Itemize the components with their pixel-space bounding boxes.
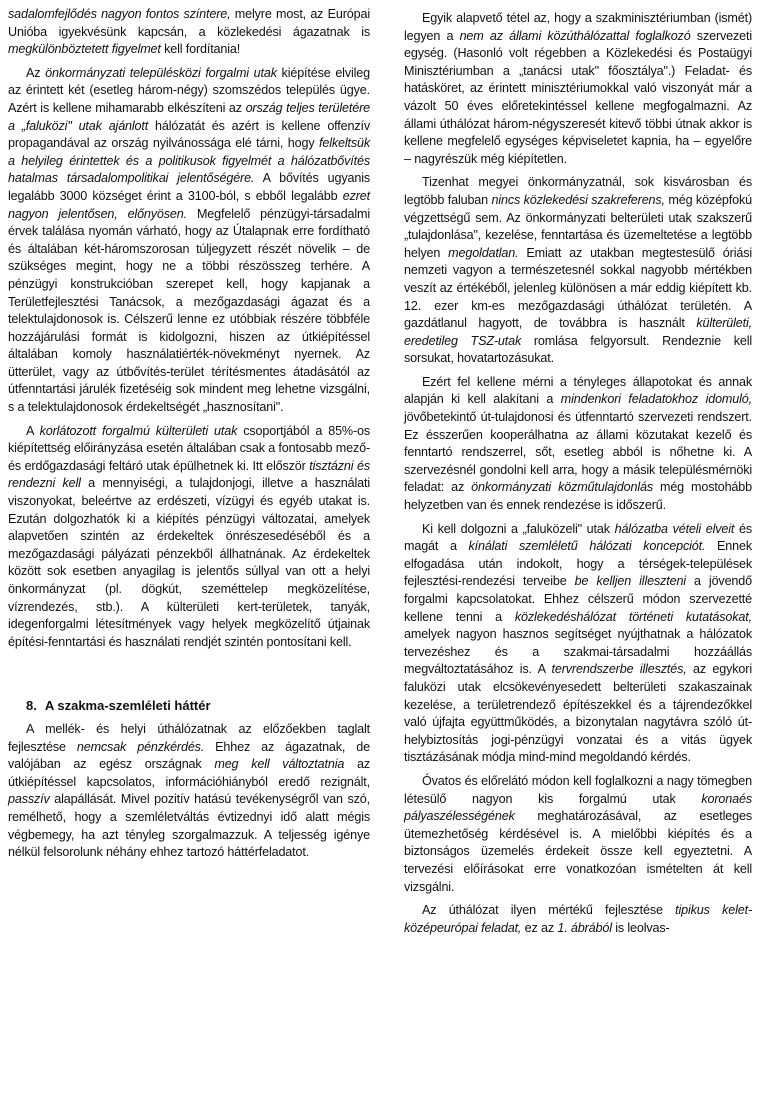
- text-run: A: [26, 423, 40, 438]
- paragraph: [404, 521, 752, 767]
- emphasis-text: ország teljes területére a „faluközi" utak ajánlott: [8, 100, 370, 133]
- section-title: A szakma-szemléleti háttér: [44, 698, 211, 714]
- text-run: a mennyiségi, a tulajdonjogi, illetve a használati viszonyokat, beleértve az erdészeti, vízügyi és egyéb utakat is. Ezután dolgozhatók ki a kiépítés pénzügyi változatai, amelyek alapvetően szintén az érdekeltek önrészesedéséből és a mezőgazdasági pályázati pénzekből állhatnának. Az érdekeltek között sok esetben anyagilag is jelentős súllyal van ott a helyi önkormányzat (pl. dögkút, szeméttelep megközelítése, vízrendezés, stb.). A külterületi kert-területek, tanyák, idegenforgalmi létesítmények vagy helyek megközelítő útjainak építési-fenntartási és használati rendjét szintén pontosítani kell.: [8, 476, 370, 649]
- emphasis-text: önkormányzati közműtulajdonlás: [471, 480, 653, 495]
- text-run: Megfelelő pénzügyi-társadalmi érvek találása nyomán várható, hogy az Útalapnak erre fordítható és általában két-háromszorosan túljegyzett részét növelik – de szükséges megint, hogy ne a többi részösszeg terhére. A pénzügyi konstrukcióban szerepet kell, hogy kapjanak a Területfejlesztési Tanácsok, a mezőgazdasági ágazat és a telektulajdonosok is. Célszerű lenne ez utóbbiak részére többféle hozzájárulási formát is kidolgozni, hiszen az útkiépítéssel általában komoly használatiérték-növekményt nyernek. Az ütterület, vagy az útbővítés-terület térítésmentes átadásától az útfenntartási járulék fizetéséig sok mindent meg lehetne vizsgálni, s a telektulajdonosok érdekeltségét „hasznosítani".: [8, 206, 370, 415]
- emphasis-text: külterületi, eredetileg TSZ-utak: [404, 316, 752, 348]
- emphasis-text: hálózatba vételi elveit: [614, 521, 735, 536]
- text-run: Tizenhat megyei önkormányzatnál, sok kisvárosban és legtöbb faluban: [404, 175, 752, 207]
- paragraph: [404, 902, 752, 937]
- text-run: A mellék- és helyi úthálózatnak az előzőekben taglalt fejlesztése: [8, 721, 370, 754]
- section-heading: [8, 697, 370, 715]
- text-run: az útkiépítéssel kapcsolatos, információhiányból eredő rezignált,: [8, 757, 370, 789]
- text-run: csoportjából a 85%-os kiépítettség előirányzása esetén általában csak a fontosabb mező- és erdőgazdasági feltáró utak épülhetnek ki. Itt először: [8, 423, 371, 473]
- text-run: még mostohább helyzetben van és ennek rendezése is időszerű.: [404, 480, 752, 513]
- text-run: Egyik alapvető tétel az, hogy a szakminisztériumban (ismét) legyen a: [404, 11, 752, 43]
- text-run: a jövendő forgalmi kapcsolatokat. Ehhez célszerű módon szervezetté kellene tenni a: [404, 574, 752, 624]
- paragraph: [404, 773, 752, 896]
- text-run: amelyek nagyon hasznos segítséget nyújthatnak a hálózatok tervezéshez és a szakmai-társadalmi hozzáállás megváltoztatásához is. A: [404, 627, 752, 677]
- text-run: és magát a: [404, 521, 752, 554]
- text-run: melyre most, az Európai Unióba igyekvésünk kapcsán, a közlekedési ágazatnak is: [8, 7, 370, 39]
- emphasis-text: tervrendszerbe illesztés,: [551, 662, 687, 677]
- paragraph: [8, 65, 370, 417]
- emphasis-text: kínálati szemléletű hálózati koncepciót.: [468, 539, 706, 554]
- emphasis-text: megoldatlan.: [448, 245, 519, 260]
- emphasis-text: sadalomfejlődés nagyon fontos színtere,: [8, 7, 231, 21]
- text-run: ez az: [521, 920, 558, 935]
- section-gap: [8, 651, 370, 697]
- emphasis-text: nincs közlekedési szakreferens,: [491, 192, 665, 207]
- text-run: meghatározásával, az esetleges ütemezhetőség kérdésével is. A mielőbbi kiépítés és a biztonságos üzemelés érdekeit össze kell egyeztetni. A tervezési előírásokat erre vonatkozóan ismételten át kell vizsgálni.: [404, 809, 752, 894]
- text-run: az egykori faluközi utak elcsökevényesedett belterületi szakaszainak kezelése, a területrendező építészekkel és a tájrendezőkkel való újfajta együttműködés, a bizonytalan nagytávra szóló út-helybiztosítás jogi-pénzügyi vonzatai és a vitás ügyek tisztázásának módja mind-mind megoldandó kérdés.: [404, 662, 752, 765]
- emphasis-text: közlekedéshálózat történeti kutatásokat,: [514, 609, 752, 624]
- emphasis-text: be kelljen illeszteni: [574, 574, 686, 589]
- text-run: Óvatos és előrelátó módon kell foglalkozni a nagy tömegben létesülő nagyon kis forgalmú utak: [404, 773, 752, 806]
- emphasis-text: passzív: [8, 792, 50, 807]
- text-run: Ehhez az ágazatnak, de valójában az egész országnak: [8, 739, 370, 772]
- emphasis-text: nemcsak pénzkérdés.: [76, 739, 205, 754]
- paragraph: [8, 721, 370, 862]
- text-run: kiépítése elvileg az érintett két (esetleg három-négy) szomszédos település ügye. Azért is kellene mihamarabb elkészíteni az: [8, 65, 370, 115]
- emphasis-text: felkeltsük a helyileg érintettek és a politikusok figyelmét a hálózatbővítés hatalmas társadalompolitikai jelentőségére.: [8, 136, 370, 186]
- emphasis-text: megkülönböztetett figyelmet: [8, 42, 161, 57]
- text-run: alapállását. Mivel pozitív hatású tevékenységről van szó, remélhető, hogy a szemléletváltás évtizednyi idő alatt mégis végbemegy, ha azt tényleg szorgalmazzuk. A teljesség igénye nélkül felsorolunk néhány ehhez tartozó háttérfeladatot.: [8, 792, 370, 860]
- emphasis-text: tisztázni és rendezni kell: [8, 458, 370, 491]
- text-run: Ennek elfogadása után indokolt, hogy a térségek-települések fejlesztési-rendezési terveibe: [404, 539, 752, 589]
- left-column: [8, 6, 370, 862]
- paragraph: [8, 6, 370, 59]
- text-run: Az úthálózat ilyen mértékű fejlesztése: [422, 903, 676, 918]
- text-run: Az: [26, 65, 46, 80]
- emphasis-text: 1. ábrából: [557, 920, 612, 935]
- emphasis-text: koronaés pályaszélességének: [404, 791, 752, 824]
- emphasis-text: nem az állami közúthálózattal foglalkozó: [459, 28, 691, 43]
- emphasis-text: ezret nagyon jelentősen, előnyösen.: [8, 188, 370, 221]
- text-run: romlása felgyorsult. Rendeznie kell sorsukat, hovatartozásukat.: [404, 333, 752, 366]
- text-run: még középfokú végzettségű sem. Az önkormányzati belterületi utak szakszerű „tulajdonlása", kezelése, fenntartása és üzemeltetése a legtöbb helyen: [404, 192, 752, 260]
- text-run: hálózatát és azért is kellene offenzív propagandával az ország nyilvánossága elé tárni, hogy: [8, 118, 370, 151]
- text-run: Emiatt az utakban megtestesülő óriási nemzeti vagyon a természetesnél sokkal nagyobb mértékben veszít az értékéből, jelenleg különösen a már eddig kiépített kb. 12. ezer km-es mezőgazdasági úthálózat területén. A gazdátlanul hagyott, de továbbra is használt: [404, 245, 753, 331]
- right-column: [404, 10, 752, 937]
- paragraph: [8, 423, 370, 652]
- emphasis-text: tipikus kelet-középeurópai feladat,: [404, 903, 752, 935]
- paragraph: [404, 10, 752, 168]
- emphasis-text: korlátozott forgalmú külterületi utak: [39, 423, 238, 438]
- section-number: 8.: [26, 698, 37, 714]
- emphasis-text: meg kell változtatnia: [214, 757, 345, 772]
- text-run: A bővítés ugyanis legalább 3000 községet érint a 3100-ból, s ebből legalább: [8, 171, 370, 203]
- text-run: is leolvas-: [611, 920, 670, 935]
- text-run: Ki kell dolgozni a „faluközeli" utak: [422, 521, 615, 536]
- text-run: kell fordítania!: [160, 42, 241, 57]
- paragraph: [404, 374, 752, 515]
- text-run: Ezért fel kellene mérni a tényleges állapotokat és annak alapján ki kell alakítani a: [404, 374, 752, 407]
- emphasis-text: mindenkori feladatokhoz idomuló,: [560, 392, 752, 407]
- text-run: jövőbetekintő út-tulajdonosi és útfenntartó szervezeti rendszert. Ez ésszerűen kooperálhatna az állami közutakat kezelő és fenntartó rendszerrel, sőt, esetleg abból is nőhetne ki. A szervezésnél gondolni kell arra, hogy a másik településmérnöki feladat: az: [404, 410, 752, 495]
- emphasis-text: önkormányzati településközi forgalmi utak: [45, 65, 277, 80]
- text-run: szervezeti egység. (Hasonló volt régebben a Közlekedési és Postaügyi Minisztériumban a „tanácsi utak" főosztálya".) Feladat- és hatásköret, az érintett minisztériumokkal való viszonyát már a vázolt 50 éves előretekintéssel kellene megfogalmazni. Az állami úthálózat három-négyszeresét kitevő többi útnak akkor is kellene megfelelő egységes képviseletet kapnia, ha – egyelőre – nagyrészük még kiépítetlen.: [404, 28, 752, 166]
- paragraph: [404, 174, 752, 368]
